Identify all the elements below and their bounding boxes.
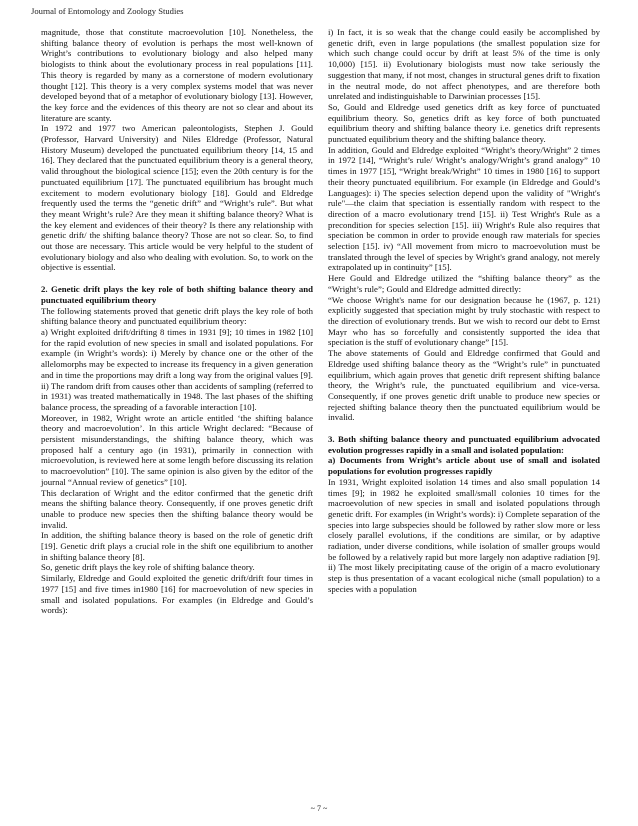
paragraph: Similarly, Eldredge and Gould exploited the genetic drift/drift four times in 1977 [15] and five times in1980 [16] for macroevolution of new species in small and isolated populations. For examples (in Eldredge and Gould’s words):: [41, 573, 313, 616]
paragraph: i) In fact, it is so weak that the change could easily be accomplished by genetic drift, even in large populations (the smallest population size for which such change could occur by drift at least 5% of the time is only 10,000) [15]. ii) Evolutionary biologists must now take seriously the suggestion that many, if not most, changes in structural genes drift to fixation in the neutral mode, do not affect phenotypes, and are therefore both unrelated and indistinguishable to Darwinian processes [15].: [328, 27, 600, 102]
paragraph: magnitude, those that constitute macroevolution [10]. Nonetheless, the shifting balance theory of evolution is perhaps the most well-known of Wright’s contributions to evolutionary biology and also helped many biologists to think about the evolutionary process in real populations [11]. This theory is regarded by many as a cornerstone of modern evolutionary thought [12]. This theory is a very complex systems model that was never developed beyond that of a metaphor of evolutionary biology [13]. However, the key force and the evidences of this theory are not so clear and about its literature are scanty.: [41, 27, 313, 123]
paragraph: In 1931, Wright exploited isolation 14 times and also small population 14 times [9]; in 1982 he exploited small/small colonies 10 times for the macroevolution of new species in small and isolated populations through genetic drift. For examples (in Wright’s words): i) Complete separation of the species into large subspecies should be followed by rather slow more or less closely parallel evolutions, if the conditions are similar, or by adaptive radiation, under diverse conditions, while isolation of smaller groups would be followed by a relatively rapid but more largely non adaptive radiation [9]. ii) The most likely precipitating cause of the origin of a macro evolutionary step is thus presentation of a vacant ecological niche (small population) to a species with a population: [328, 476, 600, 594]
paragraph: In addition, the shifting balance theory is based on the role of genetic drift [19]. Genetic drift plays a crucial role in the shift one equilibrium to another in shifting balance theory [8].: [41, 530, 313, 562]
paragraph: In addition, Gould and Eldredge exploited “Wright’s theory/Wright” 2 times in 1972 [14], “Wright’s rule/ Wright’s analogy/Wright’s grand analogy” 10 times in 1977 [15], “Wright break/Wright” 10 times in 1980 [16] to support their theory punctuated equilibrium. For example (in Eldredge and Gould’s Languages): i) The species selection depend upon the validity of "Wright's rule"—the claim that speciation is essentially random with respect to the direction of a macro evolutionary trend [15]. ii) Test Wright's Rule as a precondition for species selection [15]. iii) Wright's Rule also requires that speciation be common in order to provide enough raw materials for species selection [15]. iv) “All movement from micro to macroevolution must be translated through the level of species by Wright's grand analogy, not merely extrapolated up in continuity” [15].: [328, 144, 600, 273]
section-heading: 3. Both shifting balance theory and punctuated equilibrium advocated evolution progresses rapidly in a small and isolated population:: [328, 434, 600, 455]
paragraph: The above statements of Gould and Eldredge confirmed that Gould and Eldredge used shifting balance theory as the “Wright’s rule” in punctuated equilibrium, which again proves that genetic drift represent shifting balance theory, the Wright’s rule, the punctuated equilibrium and vice-versa. Consequently, if one proves genetic drift unable to produce new species or rejected shifting balance theory then the punctuated equilibrium would be invalid.: [328, 348, 600, 423]
right-column: [328, 27, 600, 595]
paragraph: In 1972 and 1977 two American paleontologists, Stephen J. Gould (Professor, Harvard University) and Niles Eldredge (Professor, Natural History Museum) developed the punctuated equilibrium theory [14, 15 and 16]. They declared that the punctuated equilibrium theory is a general theory, valid throughout the biological science [15]; even the 20th century is for the punctuated equilibrium [17]. The punctuated equilibrium has brought much excitement to modern evolutionary biology [18]. Gould and Eldredge frequently used the terms the “genetic drift” and “Wright’s rule”. But what they meant Wright’s rule? Are they mean it shifting balance theory? What is the key element and evidences of their theory? Is there any relationship with genetic drift/ the shifting balance theory? Those are not so clear. So, to find out those are necessary. This article would be very helpful to the student of evolutionary biology and also who dealing with evolution. So, to work on the objective is essential.: [41, 123, 313, 273]
section-heading: 2. Genetic drift plays the key role of both shifting balance theory and punctuated equilibrium theory: [41, 284, 313, 305]
paragraph: Moreover, in 1982, Wright wrote an article entitled ‘the shifting balance theory and macroevolution’. In this article Wright declared: “Because of persistent misunderstandings, the shifting balance theory, which was proposed half a century ago (in 1931), primarily in connection with microevolution, is reviewed here at some length before discussing its relation to macroevolution” [10]. The same opinion is also given by the editor of the journal “Annual review of genetics” [10].: [41, 412, 313, 487]
paragraph: Here Gould and Eldredge utilized the “shifting balance theory” as the “Wright’s rule”; Gould and Eldredge admitted directly:: [328, 273, 600, 294]
journal-header: Journal of Entomology and Zoology Studies: [31, 6, 184, 16]
paragraph: So, genetic drift plays the key role of shifting balance theory.: [41, 562, 255, 573]
left-column: [41, 27, 313, 616]
subsection-heading: a) Documents from Wright’s article about use of small and isolated populations for evolution progresses rapidly: [328, 455, 600, 477]
paragraph: a) Wright exploited drift/drifting 8 times in 1931 [9]; 10 times in 1982 [10] for the rapid evolution of new species in small and isolated populations. For example (in Wright’s words): i) Merely by chance one or the other of the allelomorphs may be expected to increase its frequency in a given generation and in time the proportions may drift a long way from the original values [9]. ii) The random drift from causes other than accidents of sampling (referred to in 1931) was treated mathematically in 1948. The last phases of the shifting balance process, the spreading of a favorable interaction [10].: [41, 326, 313, 412]
paragraph: This declaration of Wright and the editor confirmed that the genetic drift means the shifting balance theory. Consequently, if one proves genetic drift unable to produce new species then the shifting balance theory would be invalid.: [41, 487, 313, 530]
paragraph: So, Gould and Eldredge used genetics drift as key force of punctuated equilibrium theory. So, genetics drift as key force of both punctuated equilibrium theory and shifting balance theory i.e. genetics drift represents punctuated equilibrium theory and the shifting balance theory.: [328, 101, 600, 145]
paragraph: The following statements proved that genetic drift plays the key role of both shifting balance theory and punctuated equilibrium theory:: [41, 305, 313, 327]
page-number: ~ 7 ~: [310, 804, 328, 813]
paragraph: “We choose Wright's name for our designation because he (1967, p. 121) explicitly suggested that speciation might by truly stochastic with respect to the direction of evolutionary trends. But we wish to record our debt to Ernst Mayr who has so forcefully and consistently supported the idea that speciation is the stuff of evolutionary change” [15].: [328, 294, 600, 348]
